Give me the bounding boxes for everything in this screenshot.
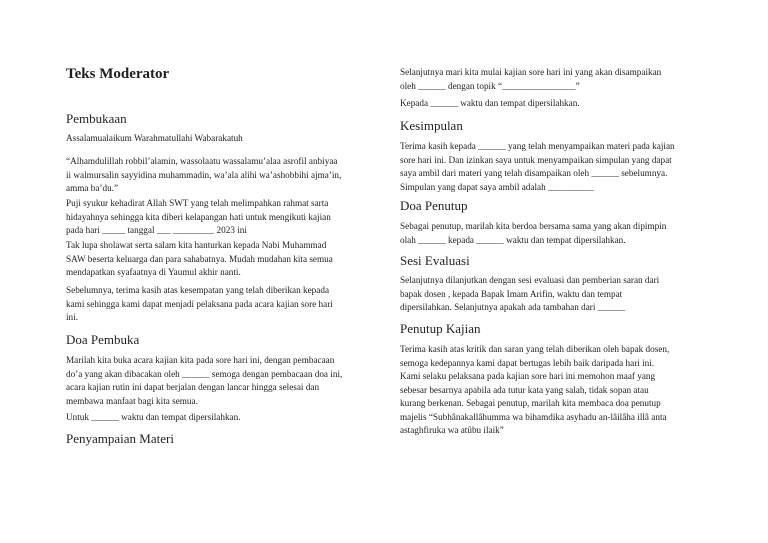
sholawat-paragraph: Tak lupa sholawat serta salam kita hanturkan kepada Nabi Muhammad SAW beserta keluarga dan para sahabatnya. Mudah mudahan kita semua mendapatkan syafaatnya di Yaumul akhir nanti. <box>66 240 333 277</box>
doa-penutup-paragraph: Sebagai penutup, marilah kita berdoa bersama sama yang akan dipimpin olah ______ kepada ______ waktu dan tempat dipersilahkan. <box>400 221 667 245</box>
intro-paragraph: Selanjutnya mari kita mulai kajian sore hari ini yang akan disampaikan oleh ______ dengan topik “________________” <box>400 67 662 91</box>
salam-paragraph: Assalamualaikum Warahmatullahi Wabarakatuh <box>66 133 243 143</box>
heading-doa-pembuka: Doa Pembuka <box>66 332 140 347</box>
document-title: Teks Moderator <box>66 66 170 82</box>
arabic-opening-paragraph: “Alhamdulillah robbil’alamin, wassolaatu wassalamu’alaa asrofil anbiyaa ii walmursalin sayyidina muhammadin, wa’ala alihi wa’ashobbihi ajma’in, amma ba’du.” <box>66 156 342 193</box>
heading-doa-penutup: Doa Penutup <box>400 198 468 213</box>
heading-penyampaian-materi: Penyampaian Materi <box>66 431 174 446</box>
syukur-paragraph: Puji syukur kehadirat Allah SWT yang telah melimpahkan rahmat sarta hidayahnya sehingga kita diberi kelapangan hati untuk mengikuti kajian pada hari _____ tanggal ___ _________ 2023 ini <box>66 198 331 235</box>
heading-sesi-evaluasi: Sesi Evaluasi <box>400 253 470 268</box>
penutup-kajian-paragraph: Terima kasih atas kritik dan saran yang telah diberikan oleh bapak dosen, semoga kedepannya kami dapat bertugas lebih baik daripada hari ini. Kami selaku pelaksana pada kajian sore hari ini memohon maaf yang sebesar besarnya apabila ada tutur kata yang salah, tidak sopan atau kurang berkenan. Sebagai penutup, marilah kita membaca doa penutup majelis “Subhânakallâhumma wa bihamdika asyhadu an-lâilâha illâ anta astaghfiruka wa atûbu ilaik” <box>400 344 670 435</box>
thanks-paragraph: Sebelumnya, terima kasih atas kesempatan yang telah diberikan kepada kami sehingga kami dapat menjadi pelaksana pada acara kajian sore hari ini. <box>66 285 333 322</box>
kesimpulan-paragraph: Terima kasih kepada ______ yang telah menyampaikan materi pada kajian sore hari ini. Dan izinkan saya untuk menyampaikan simpulan yang dapat saya ambil dari materi yang telah disampaikan oleh ______ sebelumnya. Simpulan yang dapat saya ambil adalah __________ <box>400 141 675 192</box>
heading-penutup-kajian: Penutup Kajian <box>400 321 481 336</box>
untuk-paragraph: Untuk ______ waktu dan tempat dipersilahkan. <box>66 412 241 422</box>
kepada-paragraph: Kepada ______ waktu dan tempat dipersilahkan. <box>400 98 580 108</box>
doa-pembuka-paragraph: Marilah kita buka acara kajian kita pada sore hari ini, dengan pembacaan do’a yang akan dibacakan oleh ______ semoga dengan pembacaan doa ini, acara kajian rutin ini dapat berjalan dengan lancar hingga selesai dan membawa manfaat bagi kita semua. <box>66 355 343 406</box>
heading-pembukaan: Pembukaan <box>66 111 127 126</box>
heading-kesimpulan: Kesimpulan <box>400 118 463 133</box>
sesi-evaluasi-paragraph: Selanjutnya dilanjutkan dengan sesi evaluasi dan pemberian saran dari bapak dosen , kepada Bapak Imam Arifin, waktu dan tempat dipersilahkan. Selanjutnya apakah ada tambahan dari ______ <box>400 275 660 312</box>
